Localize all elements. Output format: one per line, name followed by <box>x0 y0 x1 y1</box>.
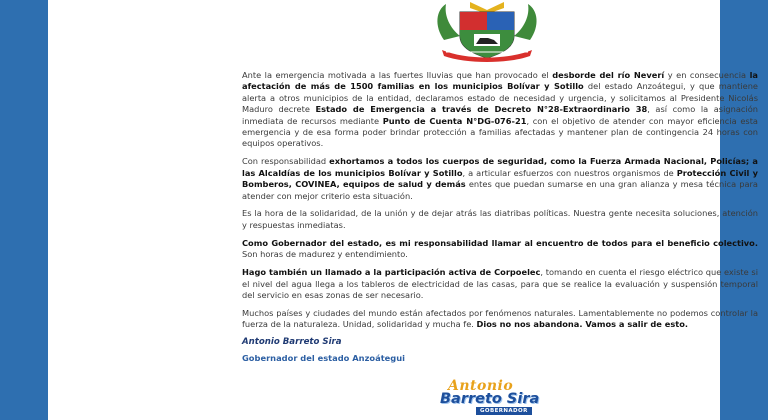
logo-first-name: Antonio <box>448 378 514 394</box>
paragraph-responsibility: Como Gobernador del estado, es mi responsabilidad llamar al encuentro de todos para el beneficio colectivo. Son horas de madurez y entendimiento. <box>242 237 758 260</box>
logo-last-name: Barreto Sira <box>440 391 540 407</box>
signature-name: Antonio Barreto Sira <box>242 337 342 348</box>
coat-of-arms-icon <box>430 0 544 64</box>
paragraph-closing: Muchos países y ciudades del mundo están afectados por fenómenos naturales. Lamentablemente no podemos controlar la fuerza de la naturaleza. Unidad, solidaridad y mucha fe. Dios no nos abandona. Vamos a salir de esto. <box>242 307 758 330</box>
governor-logo <box>440 376 552 420</box>
letter-page <box>48 0 758 420</box>
paragraph-solidarity: Es la hora de la solidaridad, de la unión y de dejar atrás las diatribas políticas. Nuestra gente necesita soluciones, atención y respuestas inmediatas. <box>242 208 758 230</box>
paragraph-corpoelec: Hago también un llamado a la participación activa de Corpoelec, tomando en cuenta el riesgo eléctrico que existe si el nivel del agua llega a los tableros de electricidad de las casas, para que se realice la evaluación y suspensión temporal del servicio en esas zonas de ser necesario. <box>242 267 758 300</box>
logo-role-badge: GOBERNADOR <box>476 407 532 415</box>
paragraph-exhortation: Con responsabilidad exhortamos a todos los cuerpos de seguridad, como la Fuerza Armada Nacional, Policías; a las Alcaldías de los municipios Bolívar y Sotillo, a articular esfuerzos con nuestros organismos de Protección Civil y Bomberos, COVINEA, equipos de salud y demás entes que puedan sumarse en una gran alianza y mesa técnica para atender con mejor criterio esta situación. <box>242 156 758 201</box>
left-blue-band <box>0 0 48 420</box>
letter-body <box>242 70 758 364</box>
paragraph-emergency: Ante la emergencia motivada a las fuertes lluvias que han provocado el desborde del río Neverí y en consecuencia la afectación de más de 1500 familias en los municipios Bolívar y Sotillo del estado Anzoátegui, y que mantiene alerta a otros municipios de la entidad, declaramos estado de necesidad y urgencia, y solicitamos al Presidente Nicolás Maduro decrete Estado de Emergencia a través de Decreto N°28-Extraordinario 38, así como la asignación inmediata de recursos mediante Punto de Cuenta N°DG-076-21, con el objetivo de atender con mayor eficiencia esta emergencia y de esa forma poder brindar protección a familias afectadas y mantener plan de contingencia 24 horas con equipos operativos. <box>242 70 758 149</box>
signature-title: Gobernador del estado Anzoátegui <box>242 352 405 363</box>
